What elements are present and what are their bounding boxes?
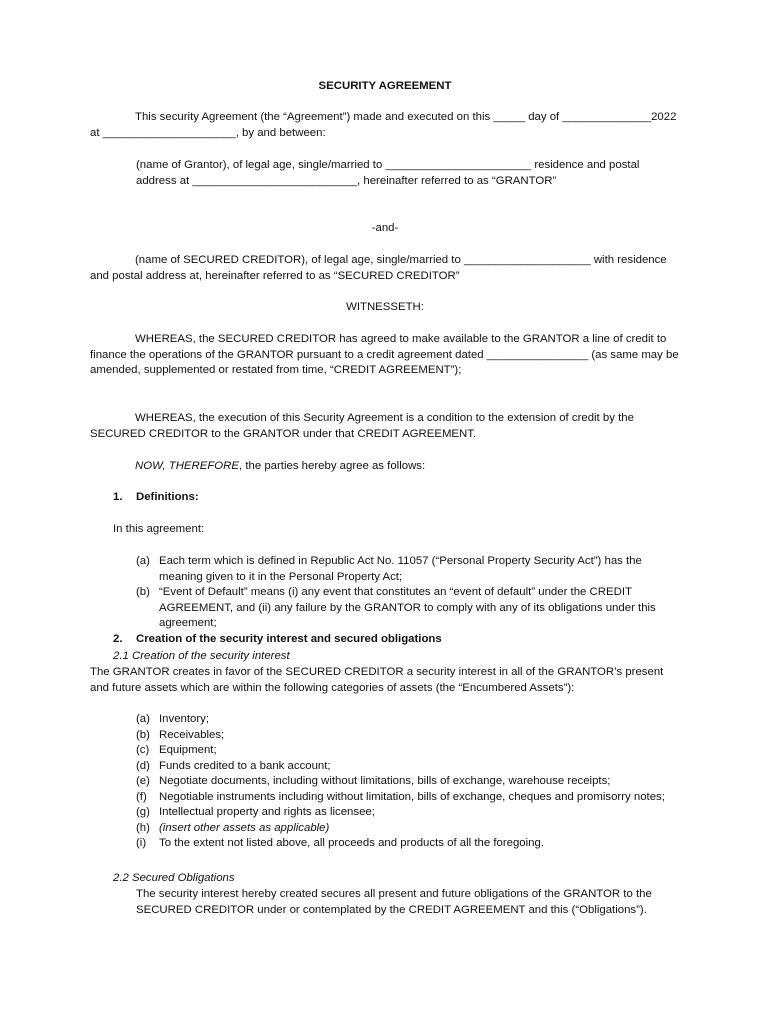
intro-paragraph: This security Agreement (the “Agreement”) made and executed on this _____ day of ______________2022 at _____________________, by and between: [90,111,677,139]
section-2-title: Creation of the security interest and secured obligations [136,633,442,645]
and-separator: -and- [371,222,399,234]
now-therefore-lead: NOW, THEREFORE [135,460,239,472]
assets-list [136,712,676,852]
whereas-paragraph-1: WHEREAS, the SECURED CREDITOR has agreed to make available to the GRANTOR a line of credit to finance the operations of the GRANTOR pursuant to a credit agreement dated ________________ (as same may be amended, supplemented or restated from time, “CREDIT AGREEMENT”); [90,333,679,376]
section-2-heading [113,632,703,648]
list-item: (e) Negotiate documents, including without limitations, bills of exchange, warehouse receipts; [136,775,611,787]
subsection-2-2-text: The security interest hereby created secures all present and future obligations of the GRANTOR to the SECURED CREDITOR under or contemplated by the CREDIT AGREEMENT and this (“Obligations”). [136,888,652,916]
list-item: (h) (insert other assets as applicable) [136,821,330,834]
secured-creditor-paragraph: (name of SECURED CREDITOR), of legal age, single/married to ____________________ with residence and postal address at, hereinafter referred to as “SECURED CREDITOR” [90,254,667,282]
list-item: (b) “Event of Default” means (i) any event that constitutes an “event of default” under the CREDIT AGREEMENT, and (ii) any failure by the GRANTOR to comply with any of its obligations under this agreement; [136,586,656,629]
section-1-title: Definitions: [136,491,199,503]
document-title: SECURITY AGREEMENT [318,80,452,92]
now-therefore-paragraph [90,459,680,475]
definitions-list [136,554,676,632]
section-1-number: 1. [113,491,123,503]
in-this-agreement: In this agreement: [113,523,205,535]
list-item: (a) Each term which is defined in Republic Act No. 11057 (“Personal Property Security Act”) has the meaning given to it in the Personal Property Act; [136,555,642,583]
witnesseth-heading: WITNESSETH: [346,301,424,313]
subsection-2-1-text: The GRANTOR creates in favor of the SECURED CREDITOR a security interest in all of the GRANTOR’s present and future assets which are within the following categories of assets (the “Encumbered Assets”): [90,666,664,694]
subsection-2-1-heading: 2.1 Creation of the security interest [113,650,290,662]
section-1-heading [113,490,703,506]
list-item: (a) Inventory; [136,713,210,725]
now-therefore-rest: , the parties hereby agree as follows: [239,460,426,472]
list-item: (f) Negotiable instruments including without limitation, bills of exchange, cheques and promisorry notes; [136,790,665,803]
list-item: (i) To the extent not listed above, all proceeds and products of all the foregoing. [136,837,545,849]
section-2-number: 2. [113,633,123,645]
list-item: (d) Funds credited to a bank account; [136,759,331,772]
grantor-paragraph: (name of Grantor), of legal age, single/married to _______________________ residence and postal address at __________________________, hereinafter referred to as “GRANTOR” [136,159,640,187]
list-item: (c) Equipment; [136,744,217,756]
subsection-2-2-heading: 2.2 Secured Obligations [113,872,235,884]
whereas-paragraph-2: WHEREAS, the execution of this Security Agreement is a condition to the extension of credit by the SECURED CREDITOR to the GRANTOR under that CREDIT AGREEMENT. [90,412,634,440]
list-item: (b) Receivables; [136,728,225,741]
list-item: (g) Intellectual property and rights as licensee; [136,806,375,818]
